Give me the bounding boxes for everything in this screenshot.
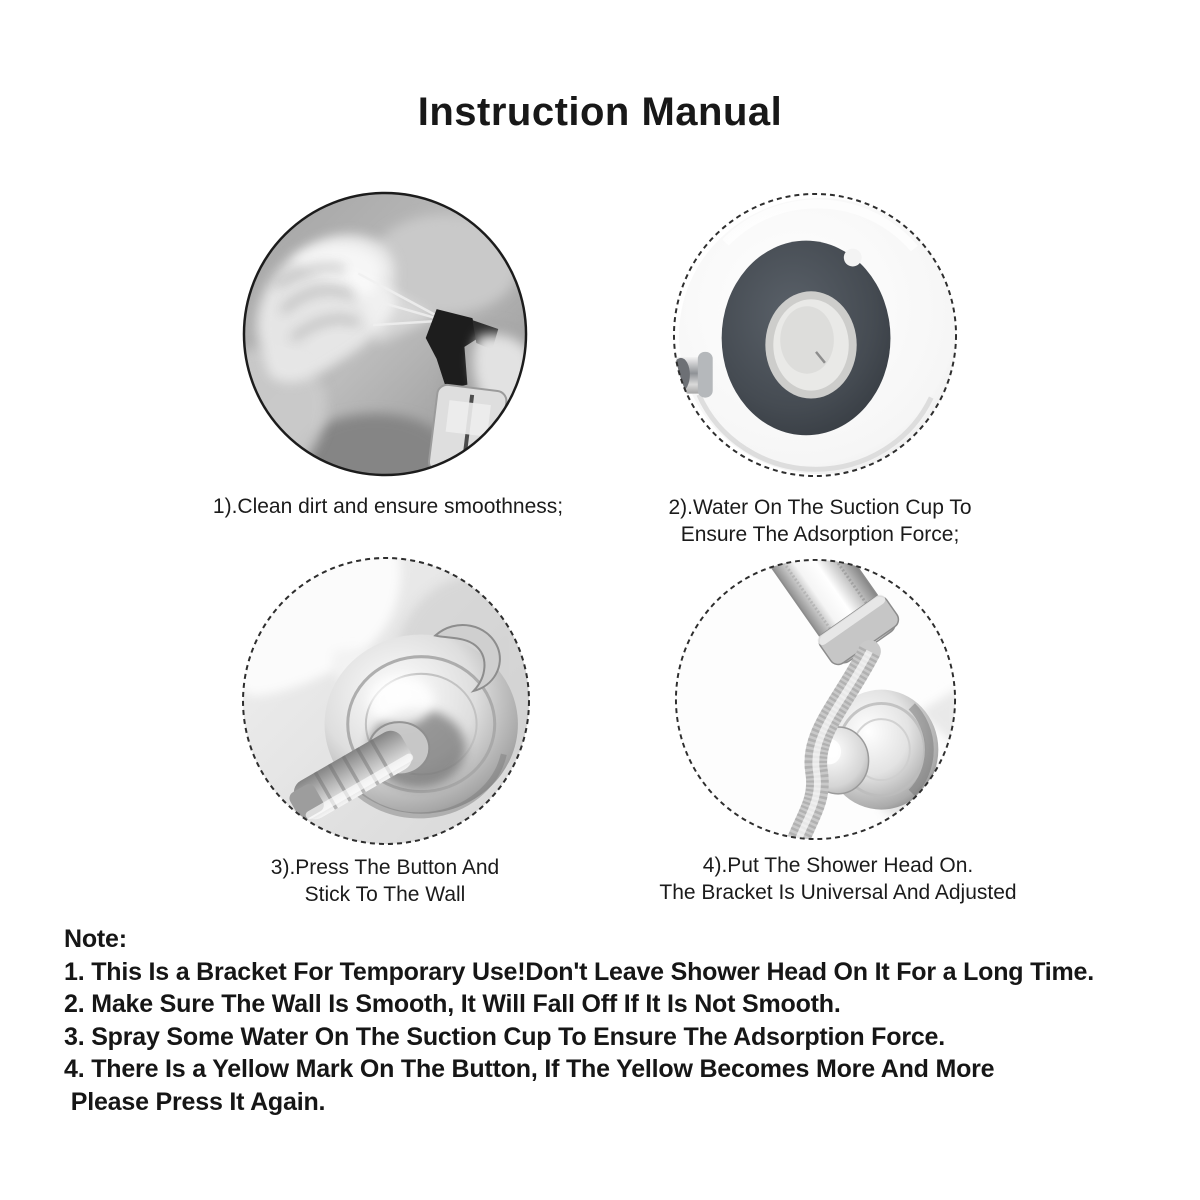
step-2-photo xyxy=(671,191,959,479)
step-2-caption xyxy=(630,495,1010,548)
caption-line: The Bracket Is Universal And Adjusted xyxy=(659,880,1017,904)
caption-line: 1).Clean dirt and ensure smoothness; xyxy=(212,495,564,518)
note-line: 2. Make Sure The Wall Is Smooth, It Will Fall Off If It Is Not Smooth. xyxy=(64,990,841,1018)
caption-line: 3).Press The Button And xyxy=(270,856,500,879)
press-button-photo xyxy=(240,555,532,847)
note-line: 3. Spray Some Water On The Suction Cup To Ensure The Adsorption Force. xyxy=(64,1022,946,1051)
step-1-caption xyxy=(188,494,588,521)
note-line: 1. This Is a Bracket For Temporary Use!Don't Leave Shower Head On It For a Long Time. xyxy=(64,957,1094,986)
step-4-caption xyxy=(618,853,1058,906)
suction-cup-photo xyxy=(671,191,959,479)
bracket-shower-head-photo xyxy=(673,557,958,842)
spray-clean-wall-photo xyxy=(241,190,529,478)
step-4-photo xyxy=(673,557,958,842)
note-section xyxy=(64,923,1186,1118)
page-title: Instruction Manual xyxy=(417,90,783,134)
note-label: Note: xyxy=(64,925,127,953)
caption-line: 4).Put The Shower Head On. xyxy=(702,854,974,877)
caption-line: Stick To The Wall xyxy=(304,882,466,906)
caption-line: 2).Water On The Suction Cup To xyxy=(668,496,972,519)
note-line: 4. There Is a Yellow Mark On The Button, If The Yellow Becomes More And More xyxy=(64,1055,995,1083)
step-3-caption xyxy=(235,855,535,908)
step-1-photo xyxy=(241,190,529,478)
note-line: Please Press It Again. xyxy=(64,1087,326,1116)
step-3-photo xyxy=(240,555,532,847)
caption-line: Ensure The Adsorption Force; xyxy=(680,522,960,546)
